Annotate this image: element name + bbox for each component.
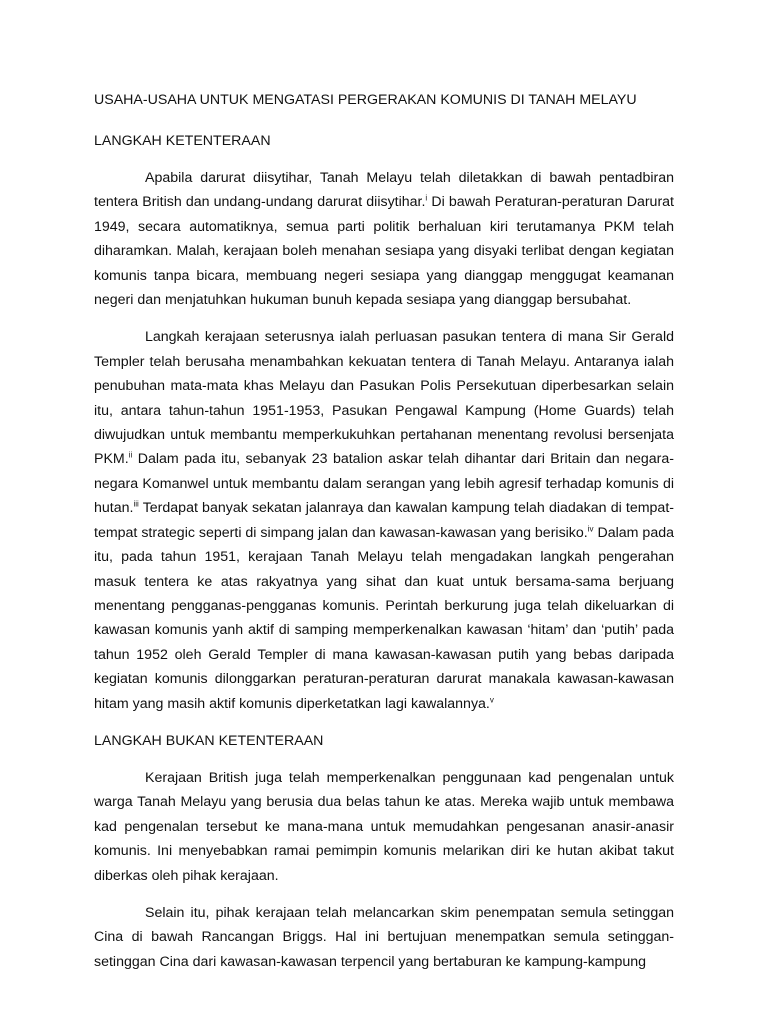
paragraph-text: Apabila darurat diisytihar, Tanah Melayu telah diletakkan di bawah pentadbiran tentera British dan undang-undang darurat diisytihar. [94,170,674,211]
paragraph-tentera [94,325,674,716]
section-heading-ketenteraan: LANGKAH KETENTERAAN [94,133,271,149]
footnote-marker: i [425,193,428,203]
paragraph-kad-pengenalan [94,766,674,888]
footnote-marker: v [489,694,494,704]
document-title: USAHA-USAHA UNTUK MENGATASI PERGERAKAN KOMUNIS DI TANAH MELAYU [94,92,637,108]
paragraph-text: Langkah kerajaan seterusnya ialah perluasan pasukan tentera di mana Sir Gerald Templer telah berusaha menambahkan kekuatan tentera di Tanah Melayu. Antaranya ialah penubuhan mata-mata khas Melayu dan Pasukan Polis Persekutuan diperbesarkan selain itu, antara tahun-tahun 1951-1953, Pasukan Pengawal Kampung (Home Guards) telah diwujudkan untuk membantu memperkukuhkan pertahanan menentang revolusi bersenjata PKM. [94,329,674,468]
paragraph-text: Di bawah Peraturan-peraturan Darurat 1949, secara automatiknya, semua parti politik berhaluan kiri terutamanya PKM telah diharamkan. Malah, kerajaan boleh menahan sesiapa yang disyaki terlibat dengan kegiatan komunis tanpa bicara, membuang negeri sesiapa yang dianggap menggugat keamanan negeri dan menjatuhkan hukuman bunuh kepada sesiapa yang dianggap bersubahat. [94,194,675,309]
section-heading-bukan-ketenteraan: LANGKAH BUKAN KETENTERAAN [94,732,324,749]
paragraph-text: Dalam pada itu, pada tahun 1951, kerajaan Tanah Melayu telah mengadakan langkah pengerahan masuk tentera ke atas rakyatnya yang sihat dan kuat untuk bersama-sama berjuang menentang pengganas-pengganas komunis. Perintah berkurung juga telah dikeluarkan di kawasan komunis yanh aktif di samping memperkenalkan kawasan ‘hitam’ dan ‘putih’ pada tahun 1952 oleh Gerald Templer di mana kawasan-kawasan putih yang bebas daripada kegiatan komunis dilonggarkan peraturan-peraturan darurat manakala kawasan-kawasan hitam yang masih aktif komunis diperketatkan lagi kawalannya. [94,524,674,712]
footnote-marker: iii [133,499,139,509]
footnote-marker: ii [128,450,133,460]
paragraph-text: Kerajaan British juga telah memperkenalkan penggunaan kad pengenalan untuk warga Tanah Melayu yang berusia dua belas tahun ke atas. Mereka wajib untuk membawa kad pengenalan tersebut ke mana-mana untuk memudahkan pengesanan anasir-anasir komunis. Ini menyebabkan ramai pemimpin komunis melarikan diri ke hutan akibat takut diberkas oleh pihak kerajaan. [94,769,674,884]
footnote-marker: iv [587,523,594,533]
paragraph-darurat [94,166,674,312]
paragraph-rancangan-briggs [94,901,674,974]
paragraph-text: Selain itu, pihak kerajaan telah melancarkan skim penempatan semula setinggan Cina di bawah Rancangan Briggs. Hal ini bertujuan menempatkan semula setinggan-setinggan Cina dari kawasan-kawasan terpencil yang bertaburan ke kampung-kampung [94,904,674,970]
paragraph-text: Dalam pada itu, sebanyak 23 batalion askar telah dihantar dari Britain dan negara-negara Komanwel untuk membantu dalam serangan yang lebih agresif terhadap komunis di hutan. [94,451,674,517]
paragraph-text: Terdapat banyak sekatan jalanraya dan kawalan kampung telah diadakan di tempat-tempat strategic seperti di simpang jalan dan kawasan-kawasan yang berisiko. [94,500,674,541]
